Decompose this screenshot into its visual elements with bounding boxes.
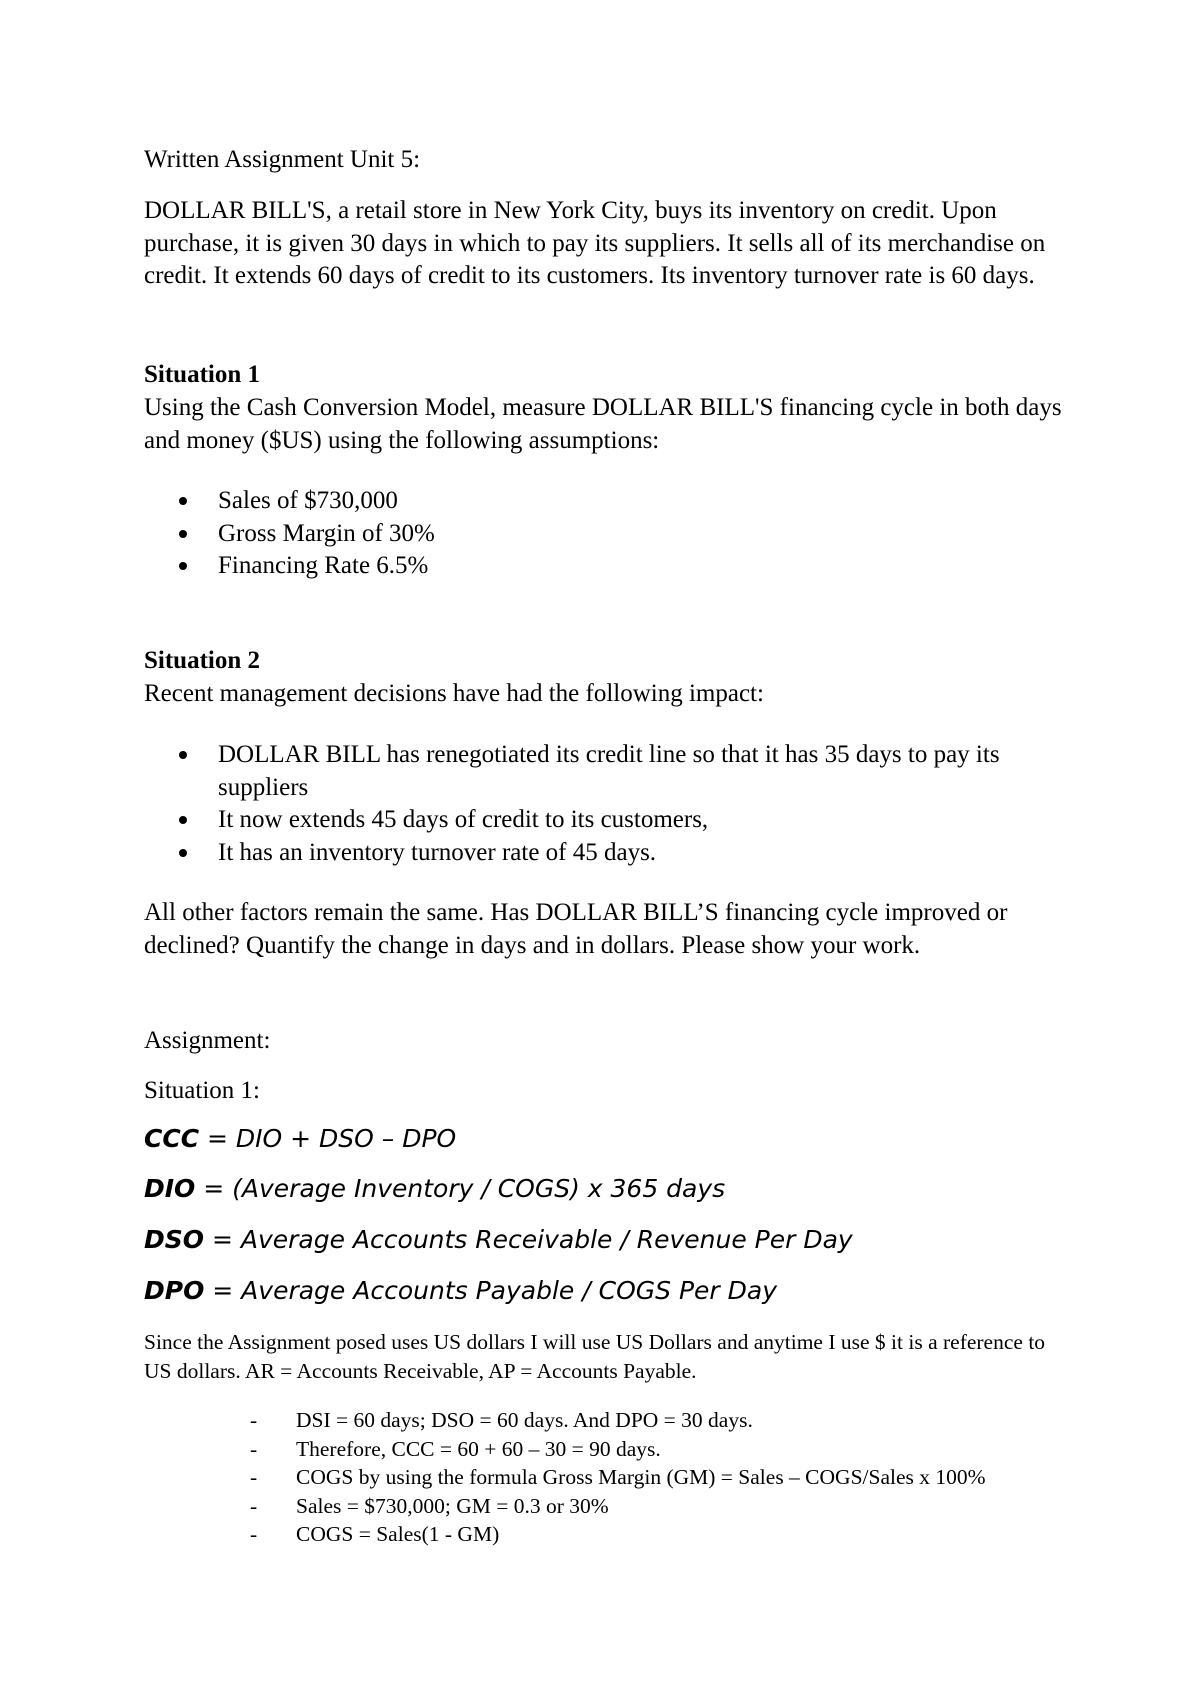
document-title: Written Assignment Unit 5: <box>144 146 421 173</box>
calculation-steps <box>250 1406 1030 1549</box>
list-item: Sales of $730,000 <box>144 485 1074 518</box>
bullet-icon <box>179 751 187 759</box>
intro-paragraph: DOLLAR BILL'S, a retail store in New York City, buys its inventory on credit. Upon purchase, it is given 30 days in which to pay its suppliers. It sells all of its merchandise on credit. It extends 60 days of credit to its customers. Its inventory turnover rate is 60 days. <box>144 197 1046 289</box>
list-item: Gross Margin of 30% <box>144 518 1074 551</box>
bullet-icon <box>179 497 187 505</box>
bullet-icon <box>179 530 187 538</box>
list-item: - DSI = 60 days; DSO = 60 days. And DPO = 30 days. <box>250 1406 1030 1435</box>
bullet-icon <box>179 816 187 824</box>
formula-dio: DIO = (Average Inventory / COGS) x 365 days <box>144 1174 726 1203</box>
list-item: - Therefore, CCC = 60 + 60 – 30 = 90 days. <box>250 1435 1030 1464</box>
list-item: - COGS by using the formula Gross Margin (GM) = Sales – COGS/Sales x 100% <box>250 1463 1030 1492</box>
situation1-label: Situation 1: <box>144 1077 260 1104</box>
dash-marker: - <box>250 1436 258 1461</box>
assignment-label: Assignment: <box>144 1027 271 1054</box>
situation2-heading: Situation 2 <box>144 647 261 674</box>
list-item: Financing Rate 6.5% <box>144 550 1074 583</box>
dash-marker: - <box>250 1465 258 1489</box>
formula-ccc: CCC = DIO + DSO – DPO <box>144 1124 457 1153</box>
list-item: It now extends 45 days of credit to its customers, <box>144 804 1074 837</box>
list-item: - Sales = $730,000; GM = 0.3 or 30% <box>250 1492 1030 1521</box>
formula-dso: DSO = Average Accounts Receivable / Revenue Per Day <box>144 1225 853 1254</box>
situation2-impacts <box>144 739 1074 869</box>
bullet-icon <box>179 562 187 570</box>
list-item: DOLLAR BILL has renegotiated its credit line so that it has 35 days to pay its suppliers <box>144 739 1074 804</box>
situation1-heading: Situation 1 <box>144 361 261 388</box>
situation1-assumptions <box>144 485 1074 583</box>
dash-marker: - <box>250 1408 258 1432</box>
bullet-icon <box>179 849 187 857</box>
currency-note: Since the Assignment posed uses US dollars I will use US Dollars and anytime I use $ it is a reference to US dollars. AR = Accounts Receivable, AP = Accounts Payable. <box>144 1330 1046 1383</box>
situation2-text: Recent management decisions have had the following impact: <box>144 680 764 707</box>
dash-marker: - <box>250 1522 258 1546</box>
formula-dpo: DPO = Average Accounts Payable / COGS Per Day <box>144 1276 777 1305</box>
list-item: - COGS = Sales(1 - GM) <box>250 1520 1030 1549</box>
situation1-text: Using the Cash Conversion Model, measure DOLLAR BILL'S financing cycle in both days and money ($US) using the following assumptions: <box>144 394 1062 454</box>
dash-marker: - <box>250 1493 258 1518</box>
list-item: It has an inventory turnover rate of 45 days. <box>144 837 1074 870</box>
situation2-closing: All other factors remain the same. Has DOLLAR BILL’S financing cycle improved or declined? Quantify the change in days and in dollars. Please show your work. <box>144 899 1008 959</box>
